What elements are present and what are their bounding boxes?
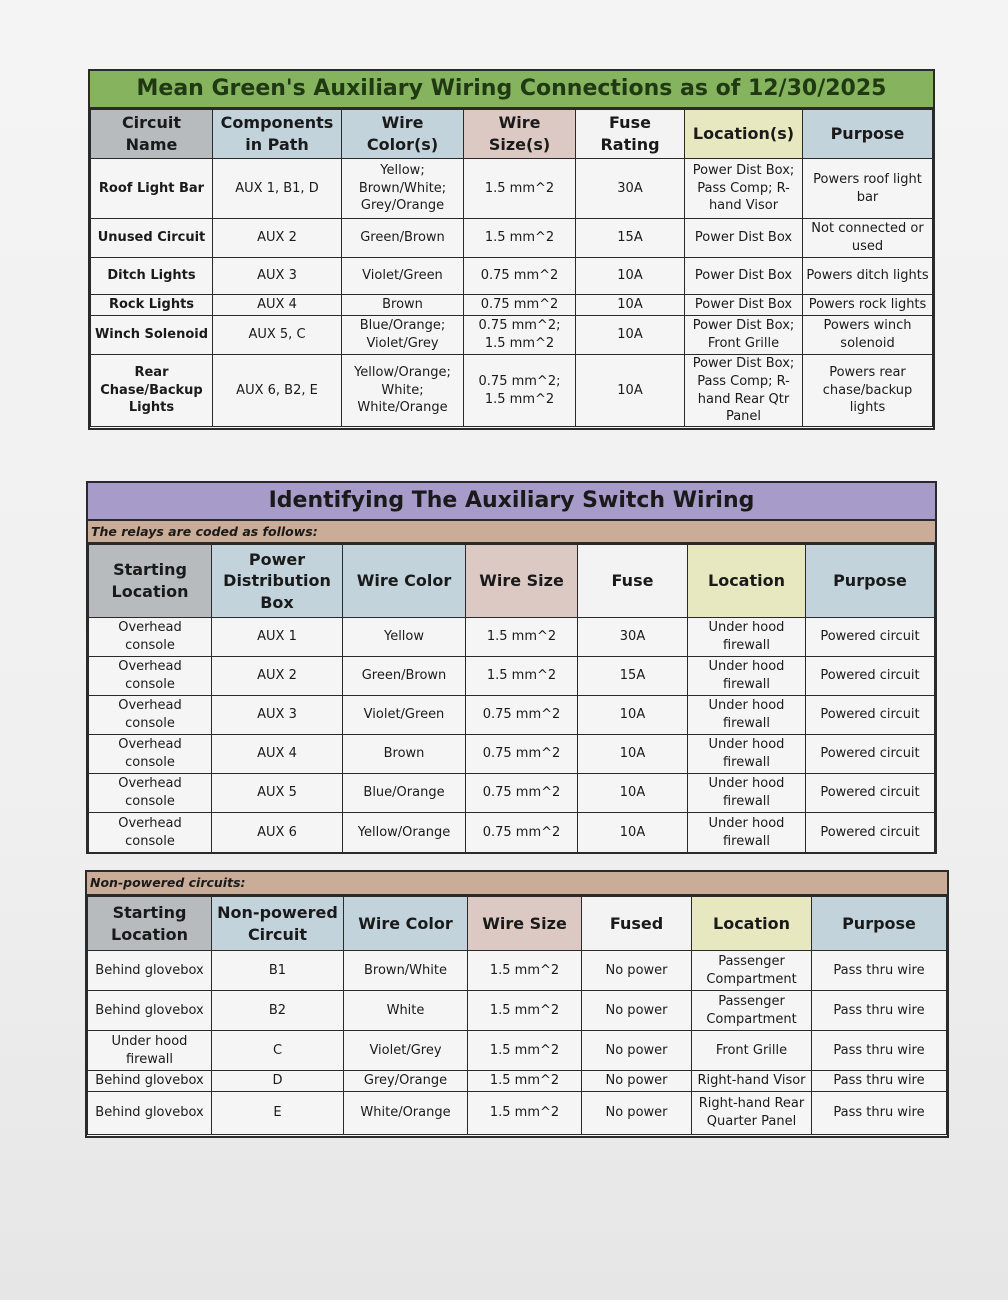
table-cell: Power Dist Box bbox=[685, 258, 803, 295]
table-cell: Powered circuit bbox=[806, 735, 935, 774]
table-cell: Overhead console bbox=[89, 657, 212, 696]
table-cell: 10A bbox=[578, 696, 688, 735]
table-cell: Under hood firewall bbox=[688, 657, 806, 696]
table-row bbox=[89, 696, 935, 735]
table-cell: No power bbox=[582, 951, 692, 991]
table-cell: Powers ditch lights bbox=[803, 258, 933, 295]
table-cell: B1 bbox=[212, 951, 344, 991]
table-cell: Passenger Compartment bbox=[692, 951, 812, 991]
table-cell: Rock Lights bbox=[91, 295, 213, 316]
table-cell: 0.75 mm^2 bbox=[466, 813, 578, 853]
table-cell: Unused Circuit bbox=[91, 219, 213, 258]
table1-header-cell: Wire Color(s) bbox=[342, 110, 464, 159]
table-cell: 15A bbox=[578, 657, 688, 696]
table-cell: Front Grille bbox=[692, 1031, 812, 1071]
table-cell: Under hood firewall bbox=[688, 813, 806, 853]
table2-title: Identifying The Auxiliary Switch Wiring bbox=[88, 483, 935, 521]
table-row bbox=[88, 1071, 947, 1092]
table-cell: AUX 3 bbox=[213, 258, 342, 295]
table-cell: Right-hand Visor bbox=[692, 1071, 812, 1092]
table-row bbox=[88, 991, 947, 1031]
table2-header-cell: Power Distribution Box bbox=[212, 545, 343, 618]
table-cell: 1.5 mm^2 bbox=[468, 1092, 582, 1135]
table-cell: Rear Chase/Backup Lights bbox=[91, 355, 213, 427]
table-row bbox=[91, 355, 933, 427]
table-cell: Pass thru wire bbox=[812, 1092, 947, 1135]
table-cell: Under hood firewall bbox=[688, 735, 806, 774]
table-cell: Behind glovebox bbox=[88, 991, 212, 1031]
table2-grid bbox=[88, 544, 935, 853]
table-row bbox=[91, 258, 933, 295]
table-cell: Brown bbox=[342, 295, 464, 316]
table-cell: AUX 6, B2, E bbox=[213, 355, 342, 427]
table2-header-cell: Wire Size bbox=[466, 545, 578, 618]
table-cell: Pass thru wire bbox=[812, 951, 947, 991]
table-cell: Powers roof light bar bbox=[803, 159, 933, 219]
table-row bbox=[89, 657, 935, 696]
table-cell: AUX 5 bbox=[212, 774, 343, 813]
table-row bbox=[89, 774, 935, 813]
table-cell: Green/Brown bbox=[342, 219, 464, 258]
table-cell: Ditch Lights bbox=[91, 258, 213, 295]
table-cell: 30A bbox=[578, 618, 688, 657]
table-cell: Powered circuit bbox=[806, 657, 935, 696]
table-cell: Powered circuit bbox=[806, 813, 935, 853]
table-cell: 10A bbox=[576, 316, 685, 355]
table-cell: 1.5 mm^2 bbox=[466, 657, 578, 696]
table-cell: Powered circuit bbox=[806, 774, 935, 813]
table-cell: 0.75 mm^2 bbox=[466, 696, 578, 735]
table-row bbox=[91, 295, 933, 316]
table-cell: 10A bbox=[578, 813, 688, 853]
table-row bbox=[91, 219, 933, 258]
table2-note: The relays are coded as follows: bbox=[88, 521, 935, 544]
table-cell: Powered circuit bbox=[806, 696, 935, 735]
table3-header-row bbox=[88, 897, 947, 951]
table-cell: Right-hand Rear Quarter Panel bbox=[692, 1092, 812, 1135]
table3-header-cell: Starting Location bbox=[88, 897, 212, 951]
table-cell: Power Dist Box bbox=[685, 295, 803, 316]
table1-header-row bbox=[91, 110, 933, 159]
table-cell: C bbox=[212, 1031, 344, 1071]
table-cell: 0.75 mm^2 bbox=[466, 735, 578, 774]
table2-header-cell: Wire Color bbox=[343, 545, 466, 618]
table-row bbox=[89, 735, 935, 774]
table3-grid bbox=[87, 896, 947, 1135]
table-cell: 0.75 mm^2; 1.5 mm^2 bbox=[464, 316, 576, 355]
table-cell: Powered circuit bbox=[806, 618, 935, 657]
table-cell: Violet/Green bbox=[342, 258, 464, 295]
table2-header-cell: Location bbox=[688, 545, 806, 618]
table-cell: 1.5 mm^2 bbox=[468, 1071, 582, 1092]
table1-header-cell: Fuse Rating bbox=[576, 110, 685, 159]
table-cell: Yellow/Orange; White; White/Orange bbox=[342, 355, 464, 427]
table-cell: 1.5 mm^2 bbox=[466, 618, 578, 657]
table-cell: AUX 4 bbox=[212, 735, 343, 774]
table-cell: AUX 6 bbox=[212, 813, 343, 853]
table-cell: 10A bbox=[578, 735, 688, 774]
table3-header-cell: Fused bbox=[582, 897, 692, 951]
table1-title: Mean Green's Auxiliary Wiring Connections as of 12/30/2025 bbox=[90, 71, 933, 109]
table3-header-cell: Location bbox=[692, 897, 812, 951]
table-cell: No power bbox=[582, 1031, 692, 1071]
table-cell: Overhead console bbox=[89, 813, 212, 853]
table-cell: 0.75 mm^2 bbox=[464, 295, 576, 316]
table3-header-cell: Wire Size bbox=[468, 897, 582, 951]
table-cell: Brown/White bbox=[344, 951, 468, 991]
table-cell: Violet/Grey bbox=[344, 1031, 468, 1071]
table-cell: Blue/Orange bbox=[343, 774, 466, 813]
switch-wiring-table bbox=[86, 481, 937, 854]
table1-header-cell: Wire Size(s) bbox=[464, 110, 576, 159]
table-cell: Passenger Compartment bbox=[692, 991, 812, 1031]
table1-header-cell: Circuit Name bbox=[91, 110, 213, 159]
table-cell: Overhead console bbox=[89, 618, 212, 657]
table-cell: 0.75 mm^2; 1.5 mm^2 bbox=[464, 355, 576, 427]
table3-header-cell: Wire Color bbox=[344, 897, 468, 951]
table-cell: Violet/Green bbox=[343, 696, 466, 735]
table-cell: Overhead console bbox=[89, 774, 212, 813]
table2-header-row bbox=[89, 545, 935, 618]
table-row bbox=[88, 1031, 947, 1071]
table-row bbox=[88, 1092, 947, 1135]
table-cell: Power Dist Box; Pass Comp; R-hand Rear Qtr Panel bbox=[685, 355, 803, 427]
table-cell: Behind glovebox bbox=[88, 951, 212, 991]
table-row bbox=[91, 316, 933, 355]
table-cell: Powers winch solenoid bbox=[803, 316, 933, 355]
non-powered-circuits-table bbox=[85, 870, 949, 1138]
table-cell: Overhead console bbox=[89, 696, 212, 735]
table-cell: Roof Light Bar bbox=[91, 159, 213, 219]
table-row bbox=[89, 618, 935, 657]
table-cell: 1.5 mm^2 bbox=[464, 159, 576, 219]
table-cell: Power Dist Box; Pass Comp; R-hand Visor bbox=[685, 159, 803, 219]
table-cell: Winch Solenoid bbox=[91, 316, 213, 355]
table-cell: 0.75 mm^2 bbox=[466, 774, 578, 813]
table3-header-cell: Purpose bbox=[812, 897, 947, 951]
table-row bbox=[88, 951, 947, 991]
table-cell: Overhead console bbox=[89, 735, 212, 774]
table-cell: 10A bbox=[576, 258, 685, 295]
table-cell: AUX 4 bbox=[213, 295, 342, 316]
table3-header-cell: Non-powered Circuit bbox=[212, 897, 344, 951]
table-cell: Under hood firewall bbox=[688, 618, 806, 657]
table-cell: AUX 1 bbox=[212, 618, 343, 657]
table-cell: AUX 5, C bbox=[213, 316, 342, 355]
table-cell: 10A bbox=[576, 295, 685, 316]
table-cell: 10A bbox=[578, 774, 688, 813]
table-cell: Pass thru wire bbox=[812, 1071, 947, 1092]
table-cell: Powers rock lights bbox=[803, 295, 933, 316]
table2-header-cell: Fuse bbox=[578, 545, 688, 618]
table-cell: No power bbox=[582, 1071, 692, 1092]
table-cell: Pass thru wire bbox=[812, 991, 947, 1031]
table-cell: D bbox=[212, 1071, 344, 1092]
table-cell: Power Dist Box bbox=[685, 219, 803, 258]
table-cell: Behind glovebox bbox=[88, 1092, 212, 1135]
table-cell: Under hood firewall bbox=[688, 696, 806, 735]
table-cell: Yellow bbox=[343, 618, 466, 657]
table-cell: 1.5 mm^2 bbox=[468, 1031, 582, 1071]
table-cell: Grey/Orange bbox=[344, 1071, 468, 1092]
table-cell: Blue/Orange; Violet/Grey bbox=[342, 316, 464, 355]
table-cell: AUX 2 bbox=[212, 657, 343, 696]
table-cell: 1.5 mm^2 bbox=[464, 219, 576, 258]
table-cell: AUX 3 bbox=[212, 696, 343, 735]
table-cell: Power Dist Box; Front Grille bbox=[685, 316, 803, 355]
table1-header-cell: Components in Path bbox=[213, 110, 342, 159]
table-cell: 10A bbox=[576, 355, 685, 427]
table-cell: AUX 1, B1, D bbox=[213, 159, 342, 219]
table-cell: Pass thru wire bbox=[812, 1031, 947, 1071]
table-cell: Under hood firewall bbox=[688, 774, 806, 813]
table-cell: Not connected or used bbox=[803, 219, 933, 258]
table-cell: Brown bbox=[343, 735, 466, 774]
table-cell: Yellow; Brown/White; Grey/Orange bbox=[342, 159, 464, 219]
table-row bbox=[89, 813, 935, 853]
table-cell: Under hood firewall bbox=[88, 1031, 212, 1071]
table-cell: 0.75 mm^2 bbox=[464, 258, 576, 295]
table-cell: White bbox=[344, 991, 468, 1031]
table-cell: Behind glovebox bbox=[88, 1071, 212, 1092]
table1-header-cell: Purpose bbox=[803, 110, 933, 159]
table-cell: Yellow/Orange bbox=[343, 813, 466, 853]
table-cell: Powers rear chase/backup lights bbox=[803, 355, 933, 427]
table2-header-cell: Starting Location bbox=[89, 545, 212, 618]
table-cell: E bbox=[212, 1092, 344, 1135]
table-cell: No power bbox=[582, 1092, 692, 1135]
table-cell: 1.5 mm^2 bbox=[468, 991, 582, 1031]
table-cell: B2 bbox=[212, 991, 344, 1031]
table-cell: 30A bbox=[576, 159, 685, 219]
wiring-connections-table bbox=[88, 69, 935, 430]
table-row bbox=[91, 159, 933, 219]
table1-grid bbox=[90, 109, 933, 427]
table2-header-cell: Purpose bbox=[806, 545, 935, 618]
table-cell: White/Orange bbox=[344, 1092, 468, 1135]
table-cell: Green/Brown bbox=[343, 657, 466, 696]
table-cell: 15A bbox=[576, 219, 685, 258]
table-cell: No power bbox=[582, 991, 692, 1031]
table-cell: AUX 2 bbox=[213, 219, 342, 258]
table3-note: Non-powered circuits: bbox=[87, 872, 947, 896]
table-cell: 1.5 mm^2 bbox=[468, 951, 582, 991]
table1-header-cell: Location(s) bbox=[685, 110, 803, 159]
